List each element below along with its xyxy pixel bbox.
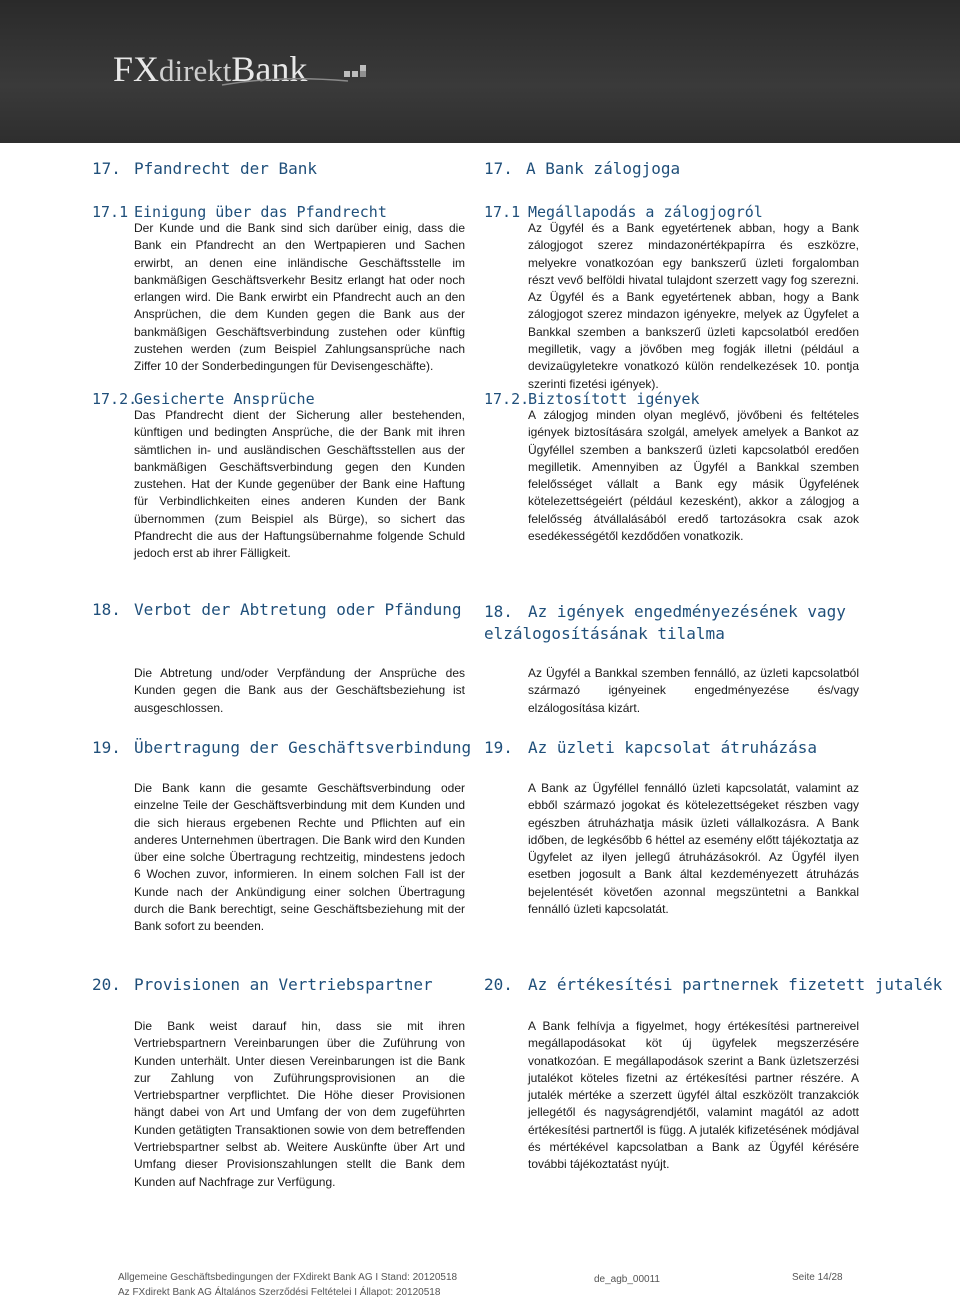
section-title: Einigung über das Pfandrecht — [134, 203, 387, 221]
section-number: 18. — [92, 600, 121, 619]
de-section-19-heading — [92, 738, 471, 757]
de-section-20-text: Die Bank weist darauf hin, dass sie mit ihren Vertriebspartnern Vereinbarungen über die Zuführung von Kunden unterhält. Unter diesen Vereinbarungen ist die Bank zur Zahlung von Zuführungsprovisionen an die Vertriebspartner verpflichtet. Die Höhe dieser Provisionen hängt dabei von Art und Umfang der von dem zugeführten Kunden getätigten Transaktionen sowie von dem betreffenden Vertriebspartner selbst ab. Weitere Auskünfte über Art und Umfang dieser Provisionszahlungen stellt die Bank dem Kunden auf Nachfrage zur Verfügung. — [134, 1019, 465, 1189]
section-title: Biztosított igények — [528, 390, 700, 408]
section-number: 17. — [484, 159, 513, 178]
section-number: 17.1 — [484, 203, 521, 221]
hu-section-19-heading — [484, 738, 817, 757]
section-title: Az értékesítési partnernek fizetett jutalék — [528, 975, 943, 994]
section-number: 17.2. — [484, 390, 530, 408]
de-section-20-heading — [92, 975, 433, 994]
footer-terms-de: Allgemeine Geschäftsbedingungen der FXdirekt Bank AG I Stand: 20120518 — [118, 1272, 458, 1283]
de-section-17-heading — [92, 159, 317, 178]
logo-fx: FX — [113, 49, 160, 89]
hu-section-17-1-heading — [484, 203, 763, 221]
footer-doc-id: de_agb_00011 — [594, 1274, 660, 1285]
de-section-19-text: Die Bank kann die gesamte Geschäftsverbindung oder einzelne Teile der Geschäftsverbindung mit dem Kunden und die sich hieraus ergebenen Rechte und Pflichten auf ein anderes Unternehmen übertragen. Die Bank wird den Kunden über eine solche Übertragung rechtzeitig, mindestens jedoch 6 Wochen zuvor, informieren. In einem solchen Fall ist der Kunde nach der Ankündigung einer solchen Übertragung durch die Bank berechtigt, seine Geschäftsbeziehung mit der Bank sofort zu beenden. — [134, 781, 465, 934]
section-number: 20. — [484, 975, 513, 994]
section-title: Az üzleti kapcsolat átruházása — [528, 738, 817, 757]
hu-section-20-heading — [484, 975, 942, 994]
hu-section-18-heading — [484, 602, 860, 621]
section-number: 20. — [92, 975, 121, 994]
hu-section-18-heading-line-2: elzálogosításának tilalma — [484, 624, 725, 643]
logo-swoosh-icon — [220, 75, 350, 89]
de-section-18-text: Die Abtretung und/oder Verpfändung der Ansprüche des Kunden gegen die Bank aus der Geschäftsbeziehung ist ausgeschlossen. — [134, 666, 465, 715]
section-title: A Bank zálogjoga — [526, 159, 681, 178]
de-section-17-2-text: Das Pfandrecht dient der Sicherung aller bestehenden, künftigen und bedingten Ansprüche, die der Bank mit ihren sämtlichen in- und ausländischen Geschäftsstellen aus der bankmäßigen Geschäftsverbindung gegen den Kunden zustehen. Hat der Kunde gegenüber der Bank eine Haftung für Verbindlichkeiten eines anderen Kunden der Bank übernommen (zum Beispiel als Bürge), so sichert das Pfandrecht die aus der Haftungsübernahme folgende Schuld jedoch erst ab ihrer Fälligkeit. — [134, 408, 465, 561]
hu-section-18-text: Az Ügyfél a Bankkal szemben fennálló, az üzleti kapcsolatból származó igényeinek engedményezése és/vagy elzálogosítása kizárt. — [528, 666, 859, 715]
logo-direkt: direkt — [159, 53, 232, 88]
footer-terms-hu: Az FXdirekt Bank AG Általános Szerződési Feltételei I Állapot: 20120518 — [118, 1287, 441, 1298]
section-title: Verbot der Abtretung oder Pfändung — [134, 600, 462, 619]
hu-section-17-1-text: Az Ügyfél és a Bank egyetértenek abban, hogy a Bank zálogjogot szerez mindazonértékpapírra és eszközre, melyekre vonatkozóan egy bankszerű üzleti forgalomban részt vevő belföldi hivatal tulajdont szerzett vagy fog szerezni. Az Ügyfél és a Bank egyetértenek abban, hogy a Bank zálogjogot szerez mindazon igényekre, melyek az Ügyfelet a Bankkal szemben a bankszerű üzleti kapcsolatból eredően megilletik, vagy a jövőben meg fogják illetni (például a devizaügyletekre vonatkozó külön rendelkezések 10. pontja szerinti fizetési igények). — [528, 221, 859, 391]
logo-bank: Bank — [231, 49, 308, 89]
hu-section-17-2-text: A zálogjog minden olyan meglévő, jövőbeni és feltételes igények biztosítására szolgál, amelyek amelyek a Bankot az Ügyféllel szemben a bankszerű üzleti kapcsolatból eredően megilletik. Amennyiben az Ügyfél a Bankkal szemben felelősséget vállalt a Bank egy másik Ügyfelének kötelezettségeiért (például kezesként), akkor a zálogjog a felelősség átvállalásából eredő tartozásokra csak azok esedékességétől kezdődően vonatkozik. — [528, 408, 859, 544]
hu-section-17-heading — [484, 159, 680, 178]
section-number: 17.2. — [92, 390, 138, 408]
section-number: 17.1 — [92, 203, 129, 221]
section-title: Übertragung der Geschäftsverbindung — [134, 738, 472, 757]
section-number: 18. — [484, 602, 513, 621]
section-number: 19. — [484, 738, 513, 757]
de-section-17-1-heading — [92, 203, 387, 221]
section-title: Provisionen an Vertriebspartner — [134, 975, 433, 994]
footer-page-number: Seite 14/28 — [792, 1272, 843, 1283]
hu-section-19-text: A Bank az Ügyféllel fennálló üzleti kapcsolatát, valamint az ebből származó jogokat és kötelezettségeket részben vagy egészben átruházhatja másik üzleti vállalkozásra. A Bank időben, de legkésőbb 6 héttel az esemény előtt tájékoztatja az Ügyfelet az ilyen jellegű átruházásokról. Az Ügyfél ilyen esetben jogosult a Bank által kezdeményezett átruházás bejelentését követően azonnal megszüntetni a Bankkal fennálló üzleti kapcsolatát. — [528, 781, 859, 917]
section-title-line-1: Az igények engedményezésének vagy — [528, 602, 846, 621]
section-title: Gesicherte Ansprüche — [134, 390, 315, 408]
section-number: 17. — [92, 159, 121, 178]
section-number: 19. — [92, 738, 121, 757]
de-section-18-heading — [92, 600, 462, 619]
section-title: Megállapodás a zálogjogról — [528, 203, 763, 221]
de-section-17-2-heading — [92, 390, 315, 408]
header-banner — [0, 0, 960, 143]
hu-section-17-2-heading — [484, 390, 700, 408]
hu-section-20-text: A Bank felhívja a figyelmet, hogy értékesítési partnereivel megállapodásokat köt új ügyfelek megszerzésére vonatkozóan. E megállapodások szerint a Bank üzletszerzési jutalékot köteles fizetni az értékesítési partner részére. A jutalék mértéke a szerzett ügyfél által eszközölt tranzakciók jellegétől és nagyságrendjétől, valamint magától az adott értékesítési partnertől is függ. A jutalék kifizetésének módjával és mértékével kapcsolatban a Bank az Ügyfél kérésére további tájékoztatást nyújt. — [528, 1019, 859, 1172]
section-title: Pfandrecht der Bank — [134, 159, 318, 178]
de-section-17-1-text: Der Kunde und die Bank sind sich darüber einig, dass die Bank ein Pfandrecht an den Wertpapieren und Sachen erwirbt, an denen eine inländische Geschäftsstelle im bankmäßigen Geschäftsverkehr Besitz erlangt hat oder noch erlangen wird. Die Bank erwirbt ein Pfandrecht auch an den Ansprüchen, die dem Kunden gegen die Bank aus der bankmäßigen Geschäftsverbindung zustehen oder künftig zustehen werden (zum Beispiel Zahlungsansprüche nach Ziffer 10 der Sonderbedingungen für Devisengeschäfte). — [134, 221, 465, 374]
